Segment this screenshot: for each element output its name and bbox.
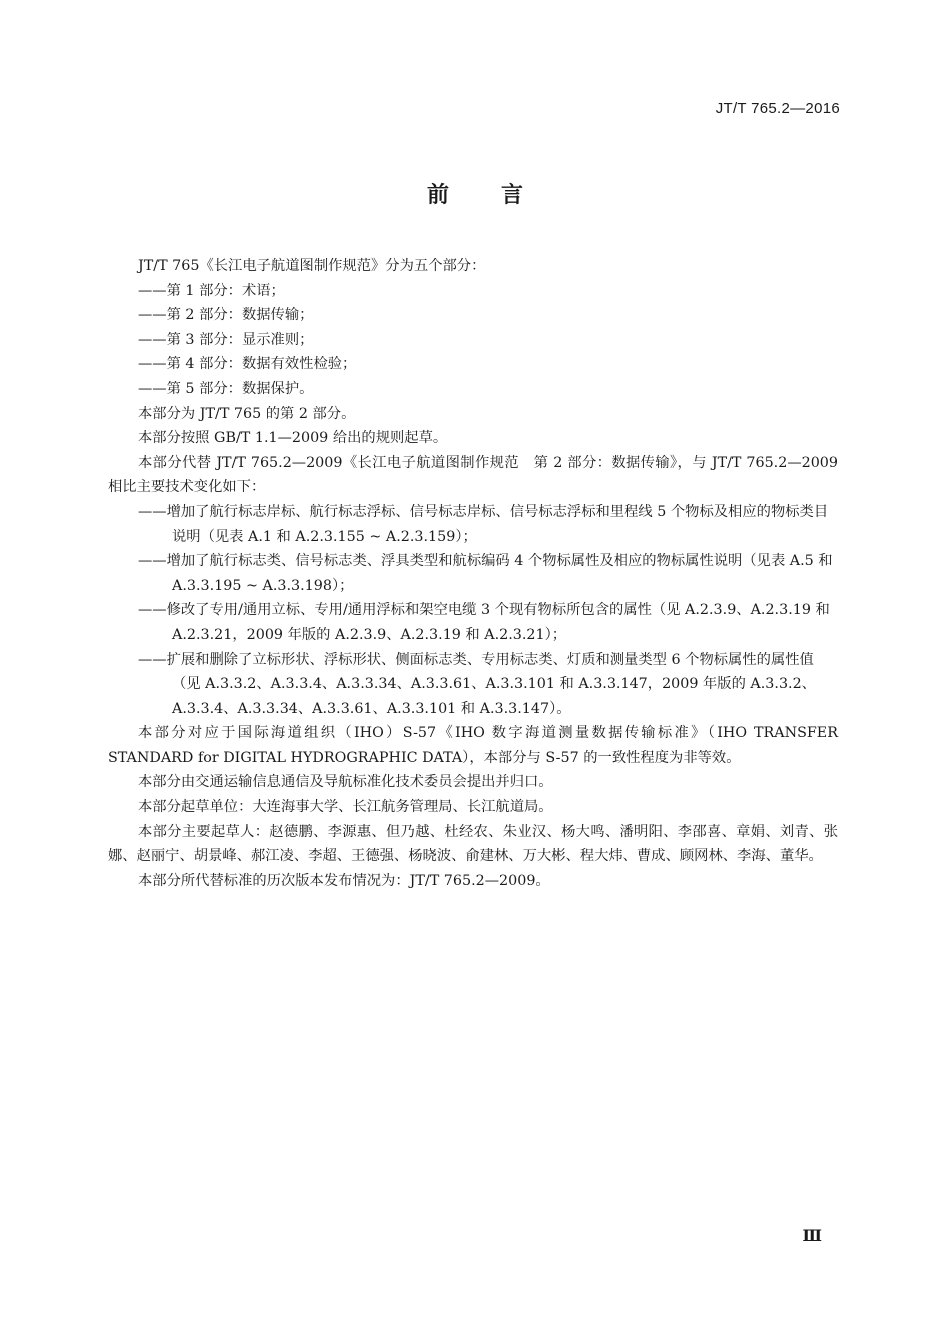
- paragraph: 本部分按照 GB/T 1.1—2009 给出的规则起草。: [138, 430, 448, 447]
- list-item: ——第 1 部分：术语；: [138, 282, 285, 299]
- change-item: ——增加了航行标志岸标、航行标志浮标、信号标志岸标、信号标志浮标和里程线 5 个物标及相应的物标类目说明（见表 A.1 和 A.2.3.155 ~ A.2.3.159）；: [138, 503, 829, 545]
- paragraph: 本部分主要起草人：赵德鹏、李源惠、但乃越、杜经农、朱业汉、杨大鸣、潘明阳、李邵喜、章娟、刘青、张娜、赵丽宁、胡景峰、郝江凌、李超、王德强、杨晓波、俞建林、万大彬、程大炜、曹成、顾网林、李海、董华。: [108, 823, 838, 865]
- paragraph: 本部分起草单位：大连海事大学、长江航务管理局、长江航道局。: [138, 799, 553, 816]
- page-title: 前言: [426, 183, 575, 208]
- list-item: ——第 3 部分：显示准则；: [138, 331, 314, 348]
- change-item: ——扩展和删除了立标形状、浮标形状、侧面标志类、专用标志类、灯质和测量类型 6 个物标属性的属性值（见 A.3.3.2、A.3.3.4、A.3.3.34、A.3.3.61、A.3.3.101 和 A.3.3.147，2009 年版的 A.3.3.2、A.3.3.4、A.3.3.34、A.3.3.61、A.3.3.101 和 A.3.3.147）。: [138, 651, 816, 717]
- change-item: ——增加了航行标志类、信号标志类、浮具类型和航标编码 4 个物标属性及相应的物标属性说明（见表 A.5 和 A.3.3.195 ~ A.3.3.198）；: [138, 553, 833, 594]
- change-item: ——修改了专用/通用立标、专用/通用浮标和架空电缆 3 个现有物标所包含的属性（见 A.2.3.9、A.2.3.19 和 A.2.3.21，2009 年版的 A.2.3.9、A.2.3.19 和 A.2.3.21）；: [138, 602, 830, 643]
- paragraph: 本部分所代替标准的历次版本发布情况为：JT/T 765.2—2009。: [138, 872, 550, 889]
- paragraph: 本部分为 JT/T 765 的第 2 部分。: [138, 405, 356, 422]
- page-number: Ⅲ: [802, 1228, 822, 1245]
- paragraph: 本部分对应于国际海道组织（IHO）S-57《IHO 数字海道测量数据传输标准》（IHO TRANSFER STANDARD for DIGITAL HYDROGRAPHIC DATA），本部分与 S-57 的一致性程度为非等效。: [108, 725, 838, 766]
- standard-code: JT/T 765.2—2016: [715, 100, 840, 117]
- foreword-body: [108, 254, 838, 893]
- list-item: ——第 4 部分：数据有效性检验；: [138, 356, 357, 373]
- list-item: ——第 2 部分：数据传输；: [138, 307, 314, 324]
- paragraph: 本部分代替 JT/T 765.2—2009《长江电子航道图制作规范 第 2 部分：数据传输》，与 JT/T 765.2—2009 相比主要技术变化如下：: [108, 454, 838, 496]
- paragraph: 本部分由交通运输信息通信及导航标准化技术委员会提出并归口。: [138, 774, 553, 791]
- list-item: ——第 5 部分：数据保护。: [138, 380, 314, 397]
- intro-paragraph: JT/T 765《长江电子航道图制作规范》分为五个部分：: [138, 258, 486, 274]
